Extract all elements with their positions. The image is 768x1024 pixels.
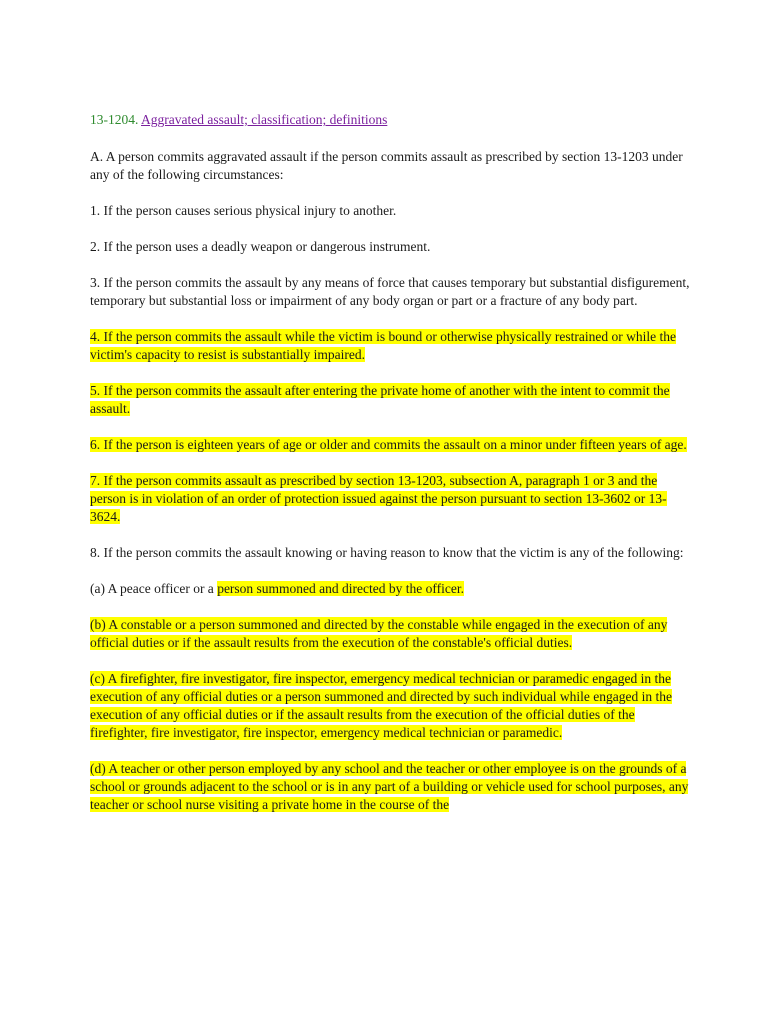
paragraph-6: [90, 436, 690, 454]
paragraph-4: [90, 328, 690, 364]
paragraph-8c: [90, 670, 690, 742]
highlighted-text: 4. If the person commits the assault while the victim is bound or otherwise physically restrained or while the victim's capacity to resist is substantially impaired.: [90, 329, 676, 362]
paragraph-5: [90, 382, 690, 418]
paragraph-8d: [90, 760, 690, 814]
paragraph-a: [90, 148, 690, 184]
highlighted-text: 7. If the person commits assault as prescribed by section 13-1203, subsection A, paragraph 1 or 3 and the person is in violation of an order of protection issued against the person pursuant to section 13-3602 or 13-3624.: [90, 473, 667, 524]
paragraph-7: [90, 472, 690, 526]
paragraph-text: 3. If the person commits the assault by any means of force that causes temporary but substantial disfigurement, temporary but substantial loss or impairment of any body organ or part or a fracture of any body part.: [90, 275, 690, 308]
section-heading: [90, 111, 690, 129]
paragraph-text: 2. If the person uses a deadly weapon or dangerous instrument.: [90, 239, 431, 254]
paragraph-1: [90, 202, 690, 220]
highlighted-text: person summoned and directed by the officer.: [217, 581, 464, 596]
highlighted-text: (c) A firefighter, fire investigator, fire inspector, emergency medical technician or paramedic engaged in the execution of any official duties or a person summoned and directed by such individual while engaged in the execution of any official duties or if the assault results from the execution of the official duties of the firefighter, fire investigator, fire inspector, emergency medical technician or paramedic.: [90, 671, 672, 740]
highlighted-text: (d) A teacher or other person employed by any school and the teacher or other employee is on the grounds of a school or grounds adjacent to the school or is in any part of a building or vehicle used for school purposes, any teacher or school nurse visiting a private home in the course of the: [90, 761, 689, 812]
paragraph-text: A. A person commits aggravated assault if the person commits assault as prescribed by section 13-1203 under any of the following circumstances:: [90, 149, 683, 182]
paragraph-2: [90, 238, 690, 256]
highlighted-text: 5. If the person commits the assault after entering the private home of another with the intent to commit the assault.: [90, 383, 670, 416]
document-page: [90, 111, 690, 832]
paragraph-text: (a) A peace officer or a: [90, 581, 218, 596]
paragraph-3: [90, 274, 690, 310]
paragraph-text: 1. If the person causes serious physical injury to another.: [90, 203, 397, 218]
highlighted-text: 6. If the person is eighteen years of age or older and commits the assault on a minor under fifteen years of age.: [90, 437, 687, 452]
paragraph-text: 8. If the person commits the assault knowing or having reason to know that the victim is any of the following:: [90, 545, 684, 560]
highlighted-text: (b) A constable or a person summoned and directed by the constable while engaged in the execution of any official duties or if the assault results from the execution of the constable's official duties.: [90, 617, 668, 650]
section-title-link[interactable]: Aggravated assault; classification; definitions: [141, 112, 388, 127]
paragraph-8: [90, 544, 690, 562]
section-number: 13-1204.: [90, 112, 139, 127]
paragraph-8b: [90, 616, 690, 652]
paragraph-8a: [90, 580, 690, 598]
